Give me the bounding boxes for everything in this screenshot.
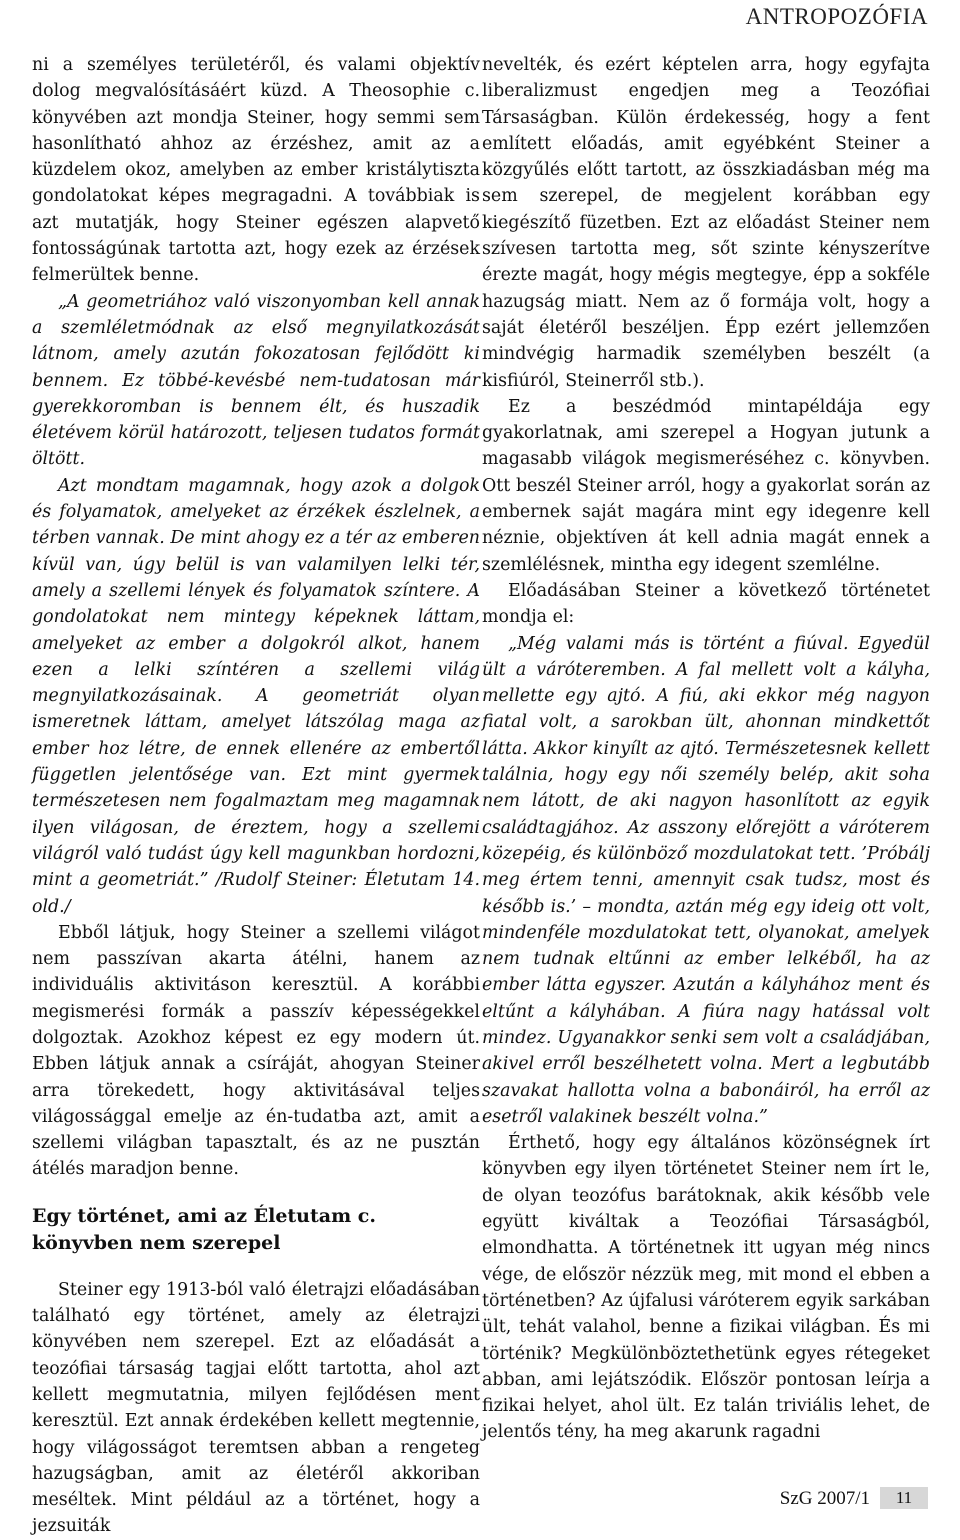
quote-paragraph: „A geometriához való viszonyomban kell annak a szemléletmódnak az első megnyilatkozását látnom, amely azután fokozatosan fejlődött ki bennem. Ez többé-kevésbé nem-tudatosan már gyerekkoromban is bennem élt, és huszadik életévem körül határozott, teljesen tudatos formát öltött. bbox=[32, 291, 480, 470]
quote-paragraph: „Még valami más is történt a fiúval. Egyedül ült a váróteremben. A fal mellett volt a kályha, mellette egy ajtó. A fiú, aki ekkor még nagyon fiatal volt, a sarokban ült, ahonnan mindkettőt látta. Akkor kinyílt az ajtó. Természetesnek kellett találnia, hogy egy női személy belép, akit soha nem látott, de aki nagyon hasonlított az egyik családtagjához. Az asszony előrejött a váróterem közepéig, és különböző mozdulatokat tett. ’Próbálj meg értem tenni, amennyit csak tudsz, most és később is.’ – mondta, aztán még egy ideig ott volt, mindenféle mozdulatokat tett, olyanokat, amelyek nem tudnak eltűnni az ember lelkéből, ha az ember látta egyszer. Azután a kályhához ment és eltűnt a kályhában. A fiúra nagy hatással volt mindez. Ugyanakkor senki sem volt a családjában, akivel erről beszélhetett volna. Mert a legbutább szavakat hallotta volna a babonáiról, ha erről az esetről valakinek beszélt volna.” bbox=[482, 633, 930, 1127]
paragraph: nevelték, és ezért képtelen arra, hogy egyfajta liberalizmust engedjen meg a Teozófiai Társaságban. Külön érdekesség, hogy a fent említett előadás, amit egyébként Steiner a közgyűlés előtt tartott, az összkiadásban még ma sem szerepel, de megjelent korábban egy kiegészítő füzetben. Ezt az előadást Steiner nem szívesen tartotta meg, sőt szinte kényszerítve érezte magát, hogy mégis megtegye, épp a sokféle hazugság miatt. Nem az ő formája volt, hogy a saját életéről beszéljen. Épp ezért jellemzően mindvégig harmadik személyben beszélt (a kisfiúról, Steinerről stb.). bbox=[482, 55, 930, 391]
paragraph: Ebből látjuk, hogy Steiner a szellemi világot nem passzívan akarta átélni, hanem az individuális aktivitáson keresztül. A korábbi megismerési formák a passzív képességekkel dolgoztak. Azokhoz képest ez egy modern út. Ebben látjuk annak a csíráját, ahogyan Steiner arra törekedett, hogy aktivitásával teljes világossággal emelje az én-tudatba azt, amit a szellemi világban tapasztalt, és az ne pusztán átélés maradjon benne. bbox=[32, 922, 480, 1180]
right-column bbox=[482, 52, 930, 1446]
paragraph: ni a személyes területéről, és valami objektív dolog megvalósításáért küzd. A Theosophie c. könyvében azt mondja Steiner, hogy semmi sem hasonlítható ahhoz az érzéshez, amit az a küzdelem okoz, amelyben az ember kristálytiszta gondolatokat képes megragadni. A továbbiak is azt mutatják, hogy Steiner egészen alapvető fontosságúnak tartotta azt, hogy ezek az érzések felmerültek benne. bbox=[32, 55, 480, 286]
paragraph: Steiner egy 1913-ból való életrajzi előadásában található egy történet, amely az életrajzi könyvében nem szerepel. Ezt az előadását a teozófiai társaság tagjai előtt tartotta, ahol azt kellett megmutatnia, milyen fejlődésen ment keresztül. Ezt annak érdekében kellett megtennie, hogy világosságot teremtsen abban a rengeteg hazugságban, amit az életéről akkoriban meséltek. Mint például az a történet, hogy a jezsuiták bbox=[32, 1279, 480, 1537]
paragraph: Előadásában Steiner a következő történetet mondja el: bbox=[482, 580, 930, 628]
section-heading: Egy történet, ami az Életutam c. könyvben nem szerepel bbox=[32, 1204, 376, 1254]
paragraph: Érthető, hogy egy általános közönségnek írt könyvben egy ilyen történetet Steiner nem írt le, de olyan teozófus barátoknak, akik később vele együtt kiváltak a Teozófiai Társaságból, elmondhatta. A történetnek itt ugyan még nincs vége, de először nézzük meg, mit mond el ebben a történetben? Az újfalusi váróterem egyik sarkában ült, tehát valahol, benne a fizikai világban. És mi történik? Megkülönböztethetünk egyes rétegeket abban, ami lejátszódik. Először pontosan leírja a fizikai helyet, ahol ült. Ez talán triviális lehet, de jelentős tény, ha meg akarunk ragadni bbox=[482, 1133, 930, 1443]
paragraph: Ez a beszédmód mintapéldája egy gyakorlatnak, ami szerepel a Hogyan jutunk a magasabb világok megismeréséhez c. könyvben. Ott beszél Steiner arról, hogy a gyakorlat során az embernek saját magára mint egy idegenre kell néznie, objektíven át kell adnia magát ennek a szemlélésnek, mintha egy idegent szemlélne. bbox=[482, 396, 930, 575]
page-number: 11 bbox=[880, 1487, 928, 1509]
section-header: ANTROPOZÓFIA bbox=[745, 4, 928, 29]
left-column bbox=[32, 52, 480, 1540]
quote-paragraph: Azt mondtam magamnak, hogy azok a dolgok és folyamatok, amelyeket az érzékek észlelnek, a térben vannak. De mint ahogy ez a tér az emberen kívül van, úgy belül is van valamilyen lelki tér, amely a szellemi lények és folyamatok színtere. A gondolatokat nem mintegy képeknek láttam, amelyeket az ember a dolgokról alkot, hanem ezen a lelki színtéren a szellemi világ megnyilatkozásainak. A geometriát olyan ismeretnek láttam, amelyet látszólag maga az ember hoz létre, de ennek ellenére az embertől független jelentősége van. Ezt mint gyermek természetesen nem fogalmaztam meg magamnak ilyen világosan, de éreztem, hogy a szellemi világról való tudást úgy kell magunkban hordozni, mint a geometriát.” /Rudolf Steiner: Életutam 14. old./ bbox=[32, 475, 480, 917]
journal-reference: SzG 2007/1 bbox=[779, 1488, 870, 1509]
